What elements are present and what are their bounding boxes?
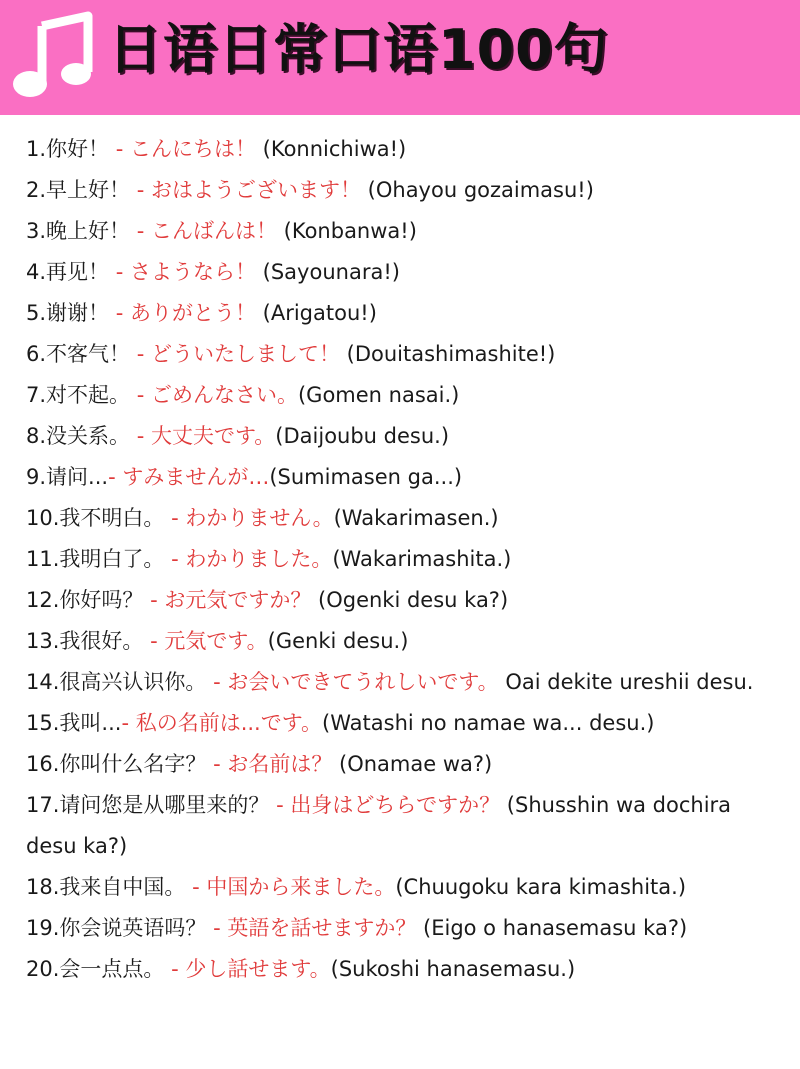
list-item: 13.我很好。 - 元気です。(Genki desu.) bbox=[26, 629, 409, 653]
list-item: 16.你叫什么名字？ - お名前は？ (Onamae wa?) bbox=[26, 752, 493, 776]
list-item: 15.我叫...- 私の名前は...です。(Watashi no namae wa... desu.) bbox=[26, 711, 655, 735]
list-item: 6.不客气！ - どういたしまして！ (Douitashimashite!) bbox=[26, 342, 556, 366]
list-item: 8.没关系。 - 大丈夫です。(Daijoubu desu.) bbox=[26, 424, 450, 448]
list-item: 4.再见！ - さようなら！ (Sayounara!) bbox=[26, 260, 400, 284]
header-banner bbox=[0, 0, 800, 115]
list-item: 1.你好！ - こんにちは！ (Konnichiwa!) bbox=[26, 137, 407, 161]
list-item: 20.会一点点。 - 少し話せます。(Sukoshi hanasemasu.) bbox=[26, 957, 576, 981]
list-item: 17.请问您是从哪里来的？ - 出身はどちらですか？ (Shusshin wa dochira desu ka?) bbox=[26, 793, 732, 858]
list-item: 11.我明白了。 - わかりました。(Wakarimashita.) bbox=[26, 547, 512, 571]
list-item: 19.你会说英语吗？ - 英語を話せますか？ (Eigo o hanasemasu ka?) bbox=[26, 916, 688, 940]
list-item: 10.我不明白。 - わかりません。(Wakarimasen.) bbox=[26, 506, 499, 530]
phrase-list bbox=[26, 129, 786, 990]
music-note-icon bbox=[8, 8, 104, 104]
list-item: 14.很高兴认识你。 - お会いできてうれしいです。 Oai dekite ureshii desu. bbox=[26, 670, 754, 694]
list-item: 2.早上好！ - おはようございます！ (Ohayou gozaimasu!) bbox=[26, 178, 594, 202]
list-item: 3.晚上好！ - こんばんは！ (Konbanwa!) bbox=[26, 219, 417, 243]
list-item: 7.对不起。 - ごめんなさい。(Gomen nasai.) bbox=[26, 383, 460, 407]
list-item: 5.谢谢！ - ありがとう！ (Arigatou!) bbox=[26, 301, 377, 325]
list-item: 18.我来自中国。 - 中国から来ました。(Chuugoku kara kimashita.) bbox=[26, 875, 687, 899]
list-item: 12.你好吗？ - お元気ですか？ (Ogenki desu ka?) bbox=[26, 588, 509, 612]
list-item: 9.请问...- すみませんが…(Sumimasen ga...) bbox=[26, 465, 463, 489]
page-title: 日语日常口语100句 bbox=[108, 18, 609, 81]
